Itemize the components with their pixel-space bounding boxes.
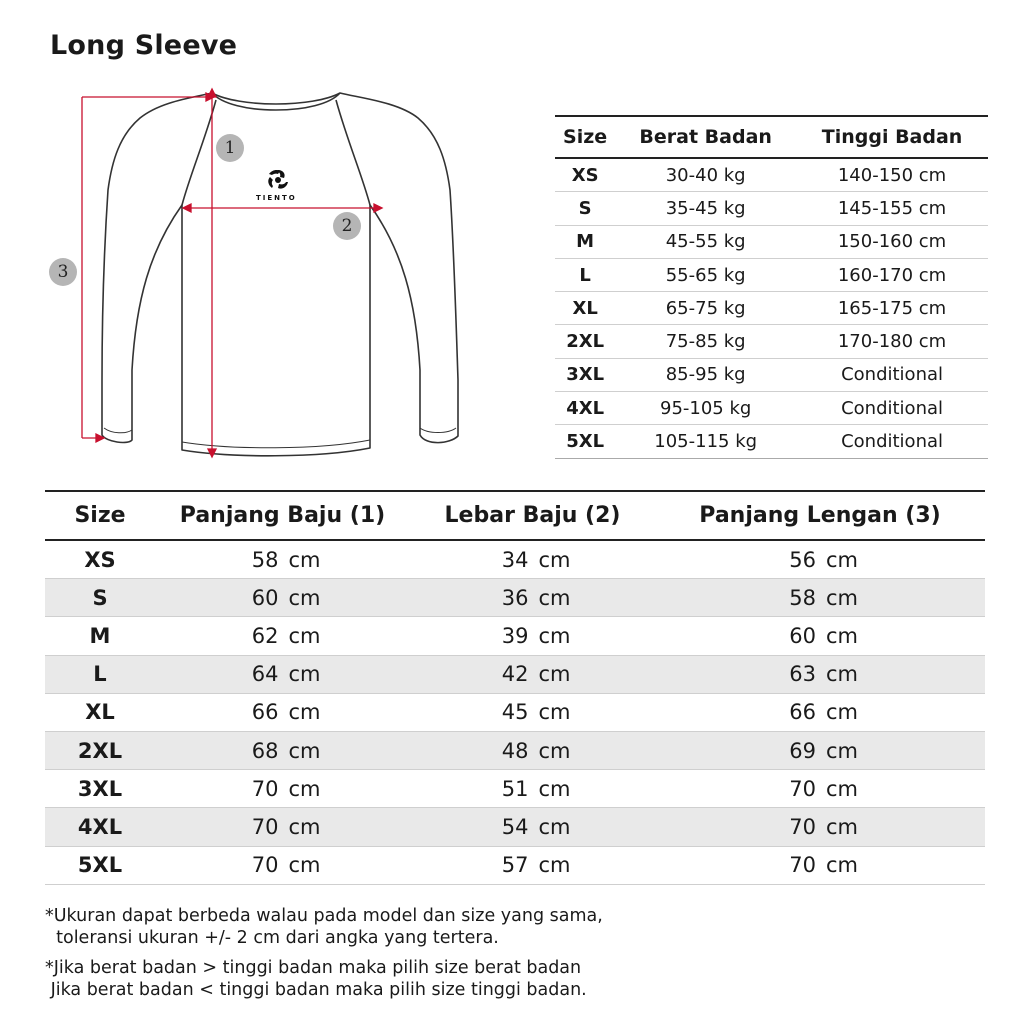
table-row <box>45 693 985 731</box>
measure-value: 66 <box>251 700 279 725</box>
table-row <box>555 158 988 192</box>
measure-value: 51 <box>501 776 529 801</box>
weight-cell: 85-95 kg <box>615 358 796 391</box>
sleeve-cell <box>655 579 985 617</box>
measure-value: 60 <box>789 623 816 648</box>
table-row <box>45 770 985 808</box>
body-size-rows <box>555 158 988 458</box>
length-cell <box>155 808 410 846</box>
marker-2: 2 <box>333 212 361 240</box>
width-cell <box>410 579 655 617</box>
table-header-row <box>45 491 985 540</box>
measure-value: 39 <box>501 623 529 648</box>
table-row <box>45 655 985 693</box>
size-cell: L <box>555 258 615 291</box>
weight-cell: 35-45 kg <box>615 192 796 225</box>
table-row <box>45 846 985 884</box>
table-row <box>555 192 988 225</box>
width-cell <box>410 731 655 769</box>
measure-unit: cm <box>288 547 321 572</box>
measure-unit: cm <box>538 853 571 878</box>
size-cell: 2XL <box>555 325 615 358</box>
length-cell <box>155 770 410 808</box>
header-length: Panjang Baju (1) <box>155 491 410 540</box>
table-row <box>45 731 985 769</box>
table-row <box>555 425 988 458</box>
measure-value: 70 <box>789 853 816 878</box>
measure-unit: cm <box>825 776 858 801</box>
weight-cell: 55-65 kg <box>615 258 796 291</box>
weight-cell: 75-85 kg <box>615 325 796 358</box>
weight-cell: 105-115 kg <box>615 425 796 458</box>
measure-unit: cm <box>288 776 321 801</box>
measure-value: 34 <box>501 547 529 572</box>
measure-unit: cm <box>538 662 571 687</box>
measure-unit: cm <box>288 814 321 839</box>
table-row <box>45 579 985 617</box>
measure-unit: cm <box>288 700 321 725</box>
header-weight: Berat Badan <box>615 116 796 158</box>
weight-cell: 30-40 kg <box>615 158 796 192</box>
measure-value: 36 <box>501 585 529 610</box>
sleeve-cell <box>655 846 985 884</box>
table-row <box>555 358 988 391</box>
note-size-choice: *Jika berat badan > tinggi badan maka pilih size berat badan Jika berat badan < tinggi badan maka pilih size tinggi badan. <box>45 958 587 1000</box>
table-row <box>45 808 985 846</box>
weight-cell: 65-75 kg <box>615 292 796 325</box>
table-row <box>555 292 988 325</box>
measure-value: 70 <box>251 853 279 878</box>
measure-unit: cm <box>288 623 321 648</box>
weight-cell: 45-55 kg <box>615 225 796 258</box>
measure-value: 62 <box>251 623 279 648</box>
table-row <box>555 392 988 425</box>
measure-value: 60 <box>251 585 279 610</box>
measure-unit: cm <box>538 547 571 572</box>
measure-unit: cm <box>288 853 321 878</box>
size-cell: M <box>45 617 155 655</box>
measure-unit: cm <box>538 700 571 725</box>
table-row <box>45 617 985 655</box>
size-cell: XS <box>555 158 615 192</box>
measure-unit: cm <box>825 585 858 610</box>
table-row <box>555 325 988 358</box>
length-cell <box>155 846 410 884</box>
size-cell: 2XL <box>45 731 155 769</box>
height-cell: 165-175 cm <box>796 292 988 325</box>
sleeve-cell <box>655 808 985 846</box>
measurement-rows <box>45 540 985 884</box>
shirt-outline <box>40 80 520 480</box>
length-cell <box>155 655 410 693</box>
measure-value: 68 <box>251 738 279 763</box>
measure-unit: cm <box>288 585 321 610</box>
length-cell <box>155 617 410 655</box>
header-sleeve: Panjang Lengan (3) <box>655 491 985 540</box>
size-cell: M <box>555 225 615 258</box>
size-cell: L <box>45 655 155 693</box>
measure-unit: cm <box>538 814 571 839</box>
width-cell <box>410 693 655 731</box>
marker-3: 3 <box>49 258 77 286</box>
measure-value: 58 <box>789 585 816 610</box>
measure-unit: cm <box>538 738 571 763</box>
length-cell <box>155 693 410 731</box>
size-cell: 5XL <box>45 846 155 884</box>
measure-value: 70 <box>251 776 279 801</box>
height-cell: Conditional <box>796 425 988 458</box>
measure-value: 54 <box>501 814 529 839</box>
header-height: Tinggi Badan <box>796 116 988 158</box>
measure-unit: cm <box>288 662 321 687</box>
width-cell <box>410 655 655 693</box>
size-cell: 3XL <box>555 358 615 391</box>
sleeve-cell <box>655 655 985 693</box>
measure-unit: cm <box>825 814 858 839</box>
table-row <box>555 225 988 258</box>
page-title: Long Sleeve <box>50 30 238 61</box>
header-size: Size <box>555 116 615 158</box>
measure-unit: cm <box>825 547 858 572</box>
size-cell: XL <box>555 292 615 325</box>
measure-unit: cm <box>825 623 858 648</box>
length-cell <box>155 540 410 579</box>
measure-value: 70 <box>251 814 279 839</box>
width-cell <box>410 770 655 808</box>
height-cell: 145-155 cm <box>796 192 988 225</box>
weight-cell: 95-105 kg <box>615 392 796 425</box>
height-cell: 170-180 cm <box>796 325 988 358</box>
size-cell: 5XL <box>555 425 615 458</box>
header-width: Lebar Baju (2) <box>410 491 655 540</box>
table-row <box>555 258 988 291</box>
measure-value: 42 <box>501 662 529 687</box>
size-cell: 4XL <box>555 392 615 425</box>
sleeve-cell <box>655 731 985 769</box>
measurement-table <box>45 490 985 885</box>
height-cell: 160-170 cm <box>796 258 988 291</box>
sleeve-cell <box>655 770 985 808</box>
measure-value: 57 <box>501 853 529 878</box>
height-cell: 140-150 cm <box>796 158 988 192</box>
measure-value: 45 <box>501 700 529 725</box>
measure-value: 69 <box>789 738 816 763</box>
measure-unit: cm <box>538 776 571 801</box>
measure-unit: cm <box>288 738 321 763</box>
length-cell <box>155 579 410 617</box>
measure-unit: cm <box>825 662 858 687</box>
table-row <box>45 540 985 579</box>
marker-1: 1 <box>216 134 244 162</box>
width-cell <box>410 846 655 884</box>
measure-value: 56 <box>789 547 816 572</box>
size-cell: S <box>555 192 615 225</box>
measure-value: 48 <box>501 738 529 763</box>
measure-unit: cm <box>825 853 858 878</box>
measure-unit: cm <box>825 700 858 725</box>
size-cell: 3XL <box>45 770 155 808</box>
table-header-row <box>555 116 988 158</box>
measure-unit: cm <box>538 623 571 648</box>
size-cell: XL <box>45 693 155 731</box>
notes <box>45 905 603 1009</box>
size-cell: 4XL <box>45 808 155 846</box>
length-cell <box>155 731 410 769</box>
measure-value: 63 <box>789 662 816 687</box>
sleeve-cell <box>655 617 985 655</box>
measure-value: 64 <box>251 662 279 687</box>
header-size: Size <box>45 491 155 540</box>
height-cell: 150-160 cm <box>796 225 988 258</box>
measure-unit: cm <box>825 738 858 763</box>
size-cell: XS <box>45 540 155 579</box>
height-cell: Conditional <box>796 392 988 425</box>
shirt-diagram <box>40 80 520 480</box>
width-cell <box>410 808 655 846</box>
measure-value: 70 <box>789 776 816 801</box>
width-cell <box>410 617 655 655</box>
measure-value: 66 <box>789 700 816 725</box>
measure-value: 70 <box>789 814 816 839</box>
height-cell: Conditional <box>796 358 988 391</box>
size-cell: S <box>45 579 155 617</box>
sleeve-cell <box>655 540 985 579</box>
measure-unit: cm <box>538 585 571 610</box>
measure-value: 58 <box>251 547 279 572</box>
body-size-table <box>555 115 988 459</box>
note-tolerance: *Ukuran dapat berbeda walau pada model dan size yang sama, toleransi ukuran +/- 2 cm dari angka yang tertera. <box>45 906 603 948</box>
width-cell <box>410 540 655 579</box>
brand-logo-text: TIENTO <box>256 194 297 202</box>
sleeve-cell <box>655 693 985 731</box>
